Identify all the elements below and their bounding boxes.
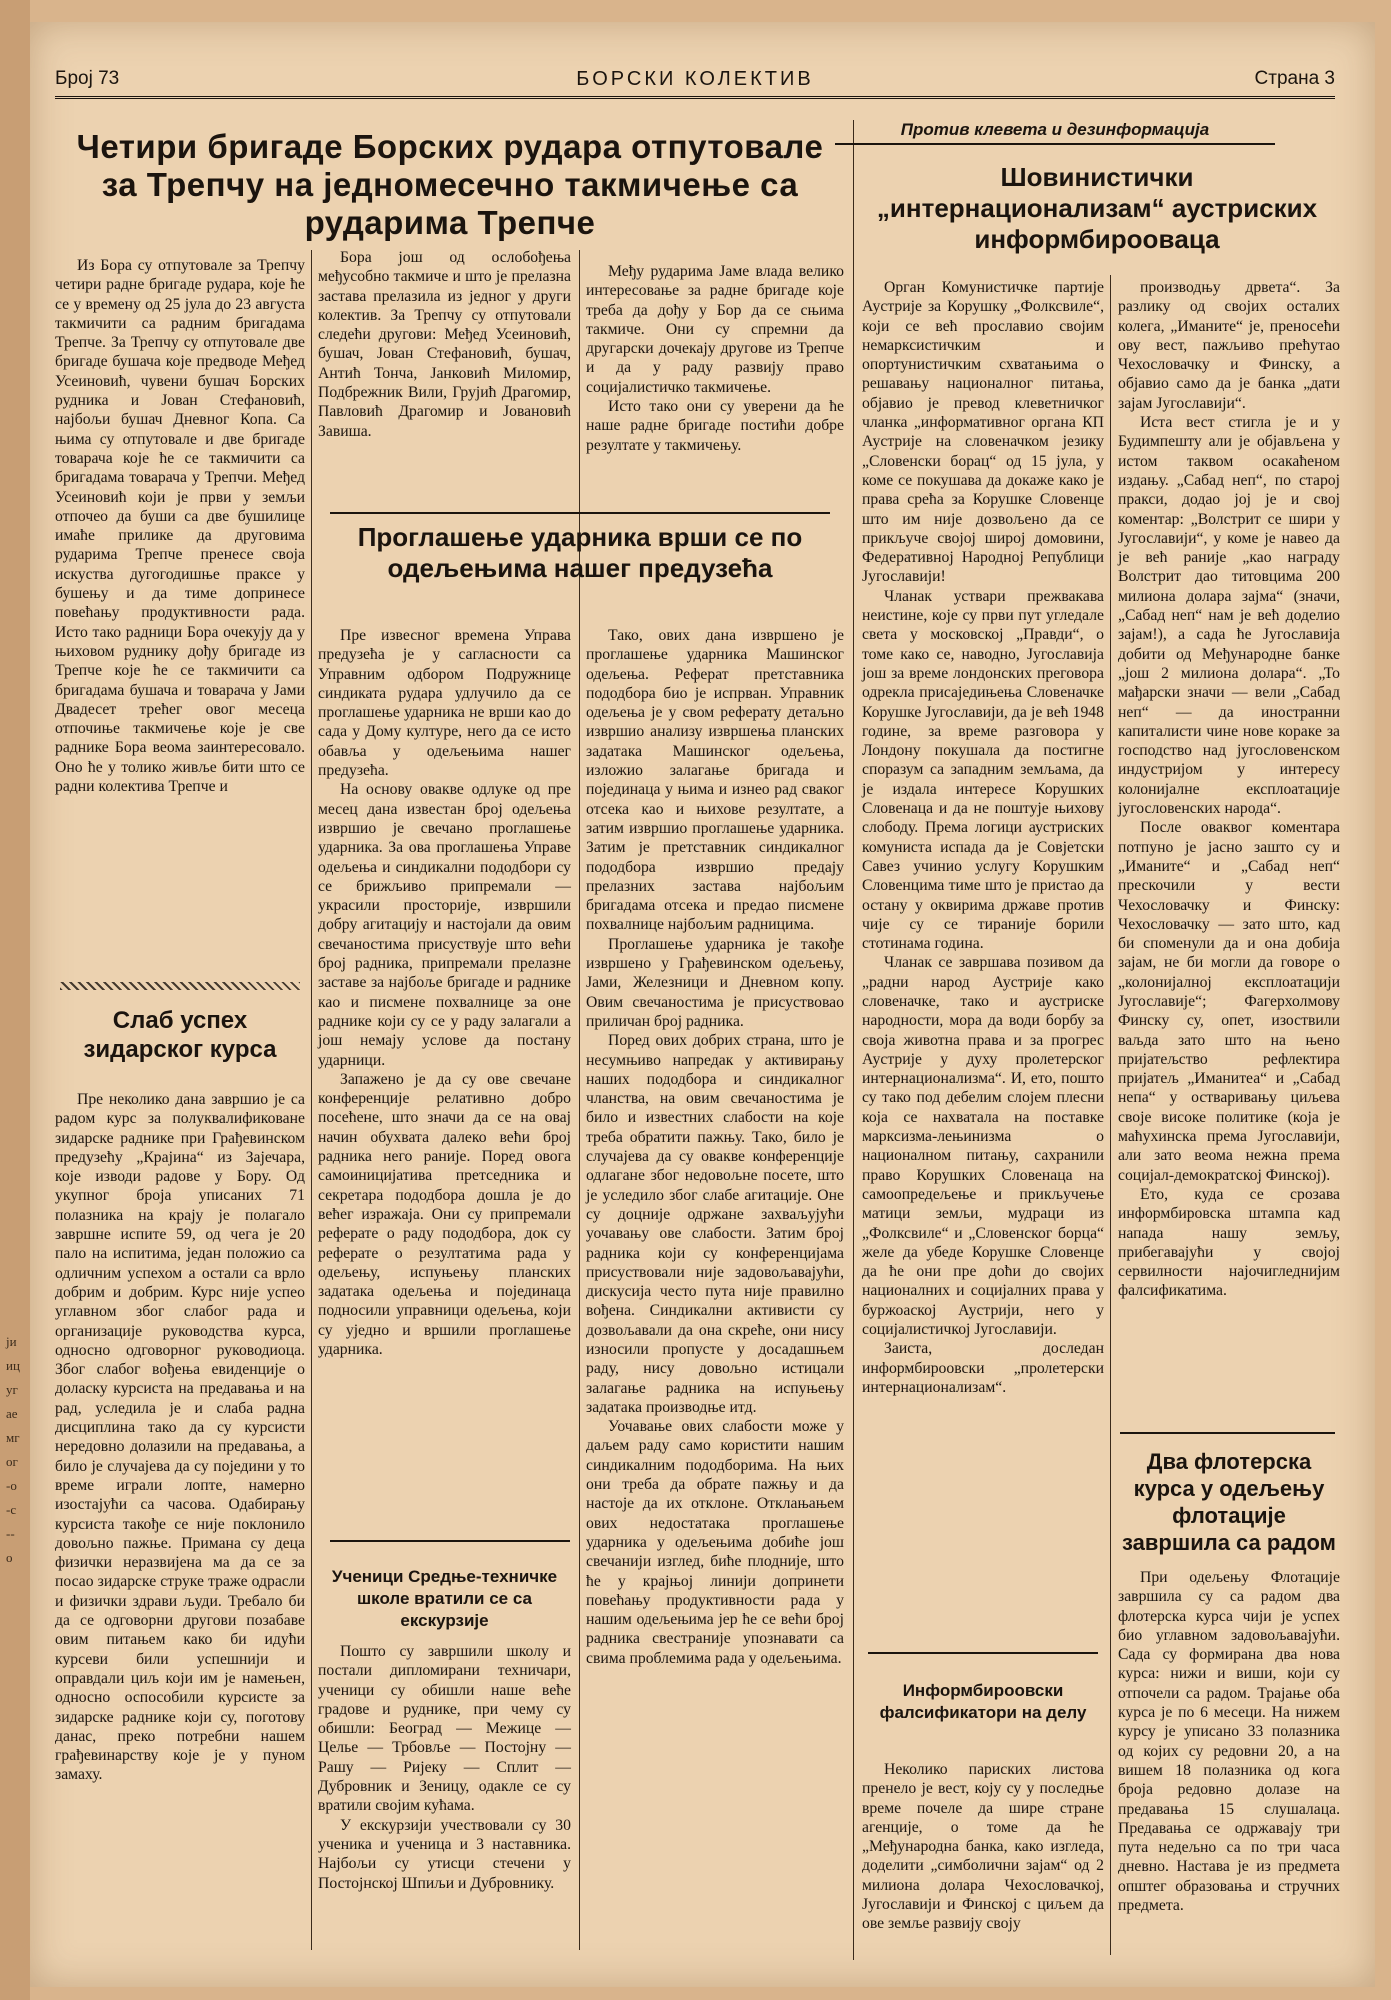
section-rule (330, 1540, 570, 1542)
article1-column-3 (586, 262, 844, 455)
article5-paragraph: Чланак уствари прежвакава неистине, које су први пут угледале света у московској „Правди“, о томе како се, наводно, Југославија још за време лондонских преговора одрекла присаједињења Словеначке Корушке Југославији, да је већ 1948 године, за време разговора у Лондону покушала да постигне споразум са западним земљама, да је издала интересе Корушких Словенаца и да не поштује њихову слободу. Према логици аустриских комуниста испада да је Совјетски Савез учинио услугу Корушким Словенцима тиме што је пристао да остану у оквирима државе против чије су се тираније борили стотинама година. (862, 587, 1104, 953)
article5-paragraph: Орган Комунистичке партије Аустрије за Корушку „Фолксвиле“, који се већ прославио својим немарксистичким и опортунистичким схватањима о решавању националног питања, објавио је превод клеветничког чланка „информативног органа КП Аустрије на словеначком језику „Словенски борац“ од 15 јула, у коме се покушава да докаже како је права срећа за Корушке Словенце што им није дозвољено да се прикључе својој широј домовини, Федеративној Народној Републици Југославији! (862, 279, 1104, 586)
article1-column-2 (318, 248, 571, 441)
masthead (55, 68, 1335, 96)
article1-headline: Четири бригаде Борских рудара отпутовале за Трепчу на једномесечно такмичење са рударима Трепче (76, 128, 824, 241)
article2-column-2 (586, 626, 844, 1668)
article2-paragraph: Запажено је да су ове свечане конференције релативно добро посећене, што значи да се на овај начин обухвата далеко већи број радника него раније. Поред овога самоиницијатива претседника и секретара пододбора дошла је до већег изражаја. Они су припремали реферате о раду пододбора, док су реферате о резултатима рада у одељењу, испуњењу планских задатака одељења и појединаца подносили управници одељења, који су уједно и вршили проглашење ударника. (318, 1070, 571, 1358)
article7-column (1118, 1568, 1340, 1915)
article3-paragraph: Пре неколико дана завршио је са радом курс за полуквалификоване зидарске раднике при Грађевинском предузећу „Крајина“ из Зајечара, које изводи радове у Бору. Од укупног броја уписаних 71 полазника на крају је полагало завршне испите 59, од чега је 20 пало на испитима, један положио са одличним успехом а остали са врло добрим и добрим. Курс није успео углавном због слабог рада и организације руководства курса, односно одговорног руководиоца. Због слабог вођења евиденције о доласку курсиста на предавања и на рад, уследила је и слаба радна дисциплина тако да су курсисти нередовно долазили на предавања, а било је случајева да су поједини у то време играли лопте, намерно изостајући са часова. Одабирању курсиста такође се није поклонило довољно пажње. Примана су деца физички неразвијена ма да се за посао зидарске струке траже одрасли и физички здрави људи. Требало би да се одговорни другови позабаве овим питањем како би идући курсеви били успешнији и оправдали циљ који им је намењен, односно оспособили курсисте за зидарске раднике који су, поготову данас, преко потребни нашем грађевинарству које је у пуном замаху. (55, 1091, 305, 1784)
article5-paragraph: Ето, куда се срозава информбировска штампа кад напада нашу земљу, прибегавајући у својој сервилности најочигледнијим фалсификатима. (1118, 1185, 1340, 1300)
column-divider (1110, 275, 1111, 1955)
article2-headline: Проглашење ударника врши се по одељењима нашег предузећа (357, 522, 803, 583)
article4-headline: Ученици Средње-техничке школе вратили се са екскурзије (331, 1567, 558, 1630)
article6-headline: Информбироовски фалсификатори на делу (879, 1681, 1087, 1722)
article5-paragraph: Чланак се завршава позивом да „радни народ Аустрије како словеначке, тако и аустриске народности, мора да води борбу за своја животна права и за прогрес Аустрије у духу пролетерског интернационализма“. И, ето, пошто су тако под дебелим слојем плесни која се нахватала на поставке марксизма-лењинизма о националном питању, сахранили право Корушких Словенаца на самоопредељење и прикључење матици земљи, мудраци из „Фолксвиле“ и „Словенског борца“ желе да убеде Корушке Словенце да ће они пре доћи до својих националних и социјалних права у буржоаској Аустрији, него у социјалистичкој Југославији. (862, 954, 1104, 1339)
article1-paragraph: Бора још од ослобођења међусобно такмиче и што је прелазна застава прелазила из једног у други колектив. За Трепчу су отпутовали следећи другови: Међед Усеиновић, бушач, Јован Стефановић, бушач, Антић Тонча, Јанковић Миломир, Подбрежник Вили, Грујић Драгомир, Павловић Драгомир и Јовановић Завиша. (318, 249, 571, 440)
article5-kicker: Против клевета и дезинформација (835, 120, 1275, 145)
decorative-wave-rule (60, 982, 300, 990)
page-edge (0, 0, 30, 2000)
masthead-rule (55, 96, 1335, 99)
margin-text-fragment: јиицугаемгог-о-с--о (6, 1334, 20, 1565)
section-rule (330, 512, 830, 514)
article1-paragraph: Исто тако они су уверени да ће наше радне бригаде постићи добре резултате у такмичењу. (586, 398, 844, 454)
article5-paragraph: Иста вест стигла је и у Будимпешту али је објављена у истом таквом осакаћеном издању. „Сабад неп“, по старој пракси, додао јој је и свој коментар: „Волстрит се шири у Југославији“, у коме је навео да је већ раније „као награду Волстрит дао титовцима 200 милиона долара зајма“ (значи, „Сабад неп“ нам је већ доделио зајам!), а сада ће Југославија добити од Међународне банке „још 2 милиона долара“. „То мађарски значи — вели „Сабад неп“ — да иностранни капиталисти чине нове кораке за господство над југословенском индустријом у интересу колонијалне експлоатације југословенских народа“. (1118, 414, 1340, 818)
article4-paragraph: Пошто су завршили школу и постали дипломирани техничари, ученици су обишли наше веће градове и руднике, при чему су обишли: Београд — Межице — Целье — Трбовље — Постојну — Рашу — Ријеку — Сплит — Дубровник и Зеницу, одакле се су вратили својим кућама. (318, 1643, 571, 1815)
article2-paragraph: Уочавање ових слабости може у даљем раду само користити нашим синдикалним пододборима. На њих они треба да обрате пажњу и да настоје да их отклоне. Отклањањем ових недостатака проглашење ударника у одељењима добиће још свечанији изглед, биће плодније, што ће у крајњој линији допринети повећању продуктивности рада у нашим одељењима јер ће се већи број радника свестраније упознавати са свима проблемима рада у одељењима. (586, 1418, 844, 1667)
article4-paragraph: У екскурзији учествовали су 30 ученика и ученица и 3 наставника. Најбољи су утисци стечени у Постојнској Шпиљи и Дубровнику. (318, 1816, 571, 1892)
article3-column (55, 1090, 305, 1785)
page-number: Страна 3 (1254, 68, 1335, 89)
article5-column-1 (862, 278, 1104, 1397)
column-divider (853, 120, 854, 1960)
article5-column-2 (1118, 278, 1340, 1301)
section-rule (1120, 1432, 1335, 1434)
paper-title: БОРСКИ КОЛЕКТИВ (576, 68, 814, 90)
article6-column (862, 1760, 1104, 1934)
article5-headline: Шовинистички „интернационализам“ аустриских информбироовaца (876, 162, 1318, 254)
article2-paragraph: Пре извесног времена Управа предузећа је у сагласности са Управним одбором Подружнице синдиката рудара удлучило да се проглашење ударника не врши као до сада у Дому културе, него да се исто обавља у одељењима нашег предузећа. (318, 627, 571, 780)
article2-paragraph: На основу овакве одлуке од пре месец дана известан број одељења извршио је свечано проглашење ударника. За ова проглашења Управе одељења и синдикални пододбори су се брижљиво припремали — украсили просторије, извршили добру агитацију и настојали да овим свечаностима присуствује што већи број радника, припремали прелазне заставе за најбоље бригаде и раднике као и писмене похвалнице за оне раднике који су се у раду залагали а још немају услове да постану ударници. (318, 781, 571, 1069)
article1-paragraph: Из Бора су отпутовале за Трепчу четири радне бригаде рудара, које ће се у времену од 25 јула до 23 августа такмичити са радним бригадама Трепче. За Трепчу су отпутовале две бригаде бушача које предводе Међед Усеиновић, чувени бушач Борских рудника и Јован Стефановић, најбољи бушач Дневног Копа. Са њима су отпутовале и две бригаде товарача које ће се такмичити са бригадама товарача у Трепчи. Међед Усеиновић који је први у земљи отпочео да буши са две бушилице имаће прилике да друговима рударима Трепче пренесе своја искуства дугогодишње праксе у бушењу и да тиме допринесе повећању продуктивности рада. Исто тако радници Бора очекују да у њиховом руднику дођу бригаде из Трепче које ће се такмичити са бригадама бушача и товарача у Јами Двадесет трећег овог месеца отпочиње такмичење које је све раднике Бора веома заинтересовало. Оно ће у толико живље бити што се радни колектива Трепче и (55, 257, 305, 796)
article4-column (318, 1642, 571, 1893)
article5-paragraph: производњу дрвета“. За разлику од својих осталих колега, „Иманите“ је, преносећи ову вест, пажљиво прећутао Чехословачку и Финску, а објавио само да је банка „дати зајам Југославији“. (1118, 279, 1340, 412)
article6-paragraph: Неколико париских листова пренело је вест, коју су у последње време почеле да шире стране агенције, о томе да ће „Међународна банка, како изгледа, доделити „симболични зајам“ од 2 милиона долара Чехословачкој, Југославији и Финској с циљем да ове земље развију своју (862, 1761, 1104, 1933)
article7-paragraph: При одељењу Флотације завршила су са радом два флотерска курса чији је успех био углавном задовољавајући. Сада су формирана два нова курса: нижи и виши, који су отпочели са радом. Трајање оба курса је по 6 месеци. На нижем курсу је уписано 33 полазника од којих су редовни 20, а на вишем 18 полазника од кога броја редовно долазе на предавања 15 слушалаца. Предавања се одржавају три пута недељно са по три часа дневно. Настава је из предметa општег образовања и стручних предмета. (1118, 1569, 1340, 1915)
article5-paragraph: После оваквог коментара потпуно је јасно зашто су и „Иманите“ и „Сабад неп“ прескочили у вести Чехословачку и Финску: Чехословачку — зато што, кад би споменули да и она добија зајам, не би могли да говоре о „колонијалној експлоатацији Југославије“; Фагерхолмову Финску су, опет, изоствили ваљда зато што на њено пријатељство рефлектира пријатељ „Иманитеа“ и „Сабад непа“ у остваривању циљева своје високе политике (која је маћухинска према Југославији, али зато веома нежна према социјал-демократској Финској). (1118, 819, 1340, 1184)
article5-paragraph: Заиста, доследан информбироовски „пролетерски интернационализам“. (862, 1340, 1104, 1396)
article1-column-1 (55, 256, 305, 796)
article2-column-1 (318, 626, 571, 1359)
column-divider (311, 250, 312, 1950)
article3-headline: Слаб успех зидарског курса (83, 1007, 277, 1063)
article2-paragraph: Поред ових добрих страна, што је несумњиво напредак у активирању наших пододбора и синдикалног чланства, на овим свечаностима је било и известних слабости на које треба обратити пажњу. Тако, било је случајева да су овакве конференције одлагане због недовољне посете, што је уследило због слабе агитације. Оне су доцније одржане захваљујући уочавању ове слабости. Затим број радника који су конференцијама присуствовали није задовољавајући, дискусија често пута није правилно вођена. Синдикални активисти су дозвољавали да она скреће, они нису износили пропусте у досадашњем раду, нису довољно истицали залагање радника на испуњењу задатака производње итд. (586, 1032, 844, 1416)
article1-paragraph: Међу рударима Јаме влада велико интересовање за радне бригаде које треба да дођу у Бор да се сњима такмиче. Они су спремни да другарски дочекају другове из Трепче и да у раду развију право социјалистичко такмичење. (586, 263, 844, 396)
section-rule (868, 1652, 1098, 1654)
column-divider (579, 250, 580, 1950)
article7-headline: Два флотерска курса у одељењу флотације завршила са радом (1122, 1449, 1336, 1555)
article2-paragraph: Проглашење ударника је такође извршено у Грађевинском одељењу, Јами, Железници и Дневном копу. Овим свечаностима је присуствовао приличан број радника. (586, 935, 844, 1030)
article2-paragraph: Тако, ових дана извршено је проглашење ударника Машинског одељења. Реферат претставника пододбора био је испрван. Управник одељења је у свом реферату детаљно извршио анализу извршења планских задатака Машинског одељења, изложио залагање бригада и појединаца у њима и изнео рад сваког отсека као и њихове резултате, а затим извршио проглашење ударника. Затим је претставник синдикалног пододбора извршио предају прелазних застава најбољим бригадама отсека и предао писмене похвалнице најбољим радницима. (586, 627, 844, 934)
issue-number: Број 73 (55, 68, 120, 89)
